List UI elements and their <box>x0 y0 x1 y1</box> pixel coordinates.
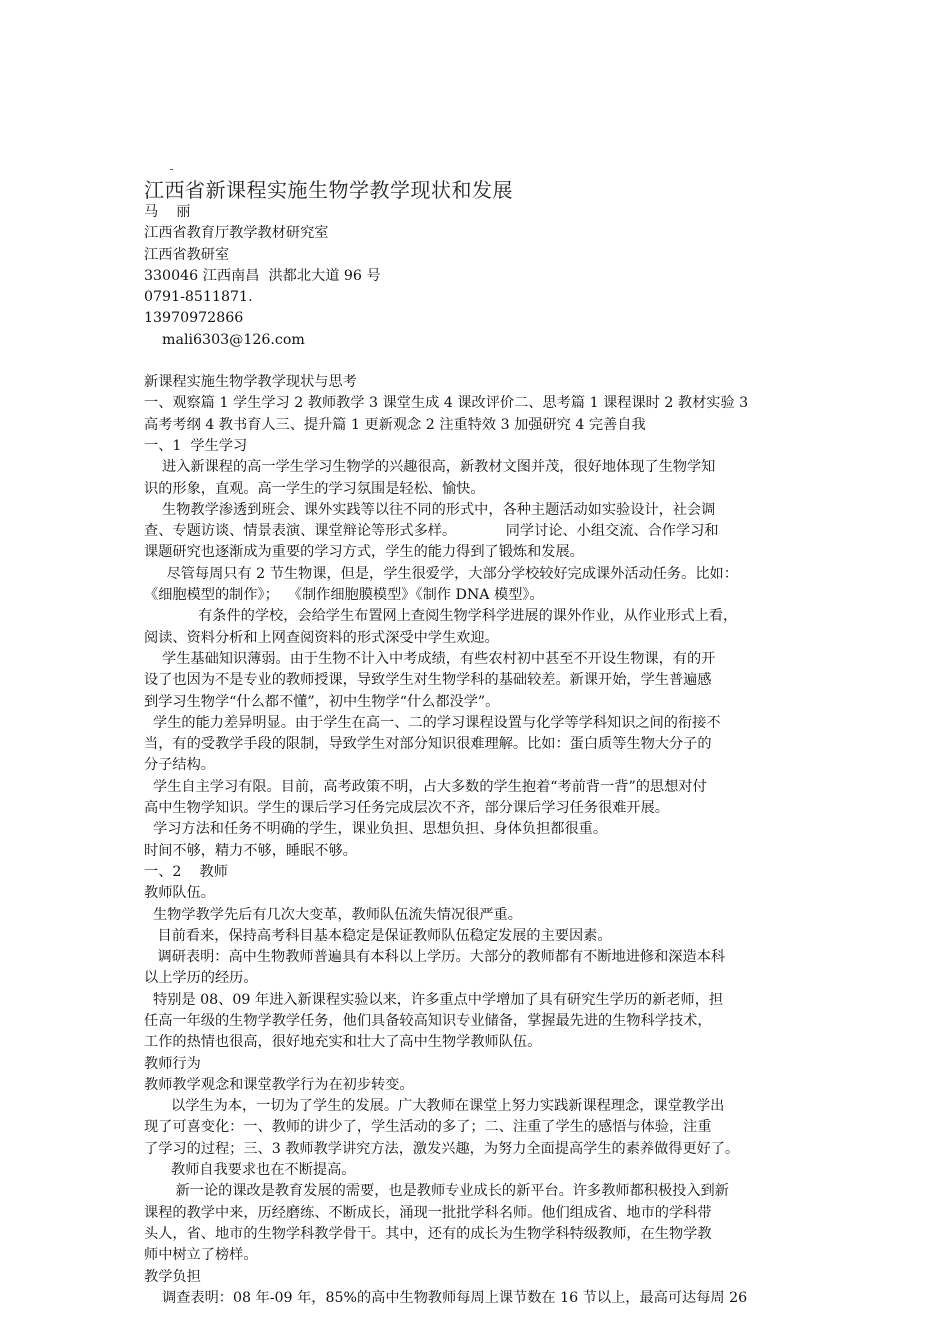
body-text-line: 分子结构。 <box>144 757 215 774</box>
body-text-line: 学习方法和任务不明确的学生，课业负担、思想负担、身体负担都很重。 <box>144 821 608 838</box>
body-text-line: 尽管每周只有 2 节生物课，但是，学生很爱学，大部分学校较好完成课外活动任务。比如： <box>144 565 738 582</box>
body-text-line: 一、观察篇 1 学生学习 2 教师教学 3 课堂生成 4 课改评价二、思考篇 1 课程课时 2 教材实验 3 <box>144 395 749 412</box>
article-body <box>144 372 834 1309</box>
body-text-line: 《细胞模型的制作》； 《制作细胞膜模型》《制作 DNA 模型》。 <box>144 587 544 604</box>
body-text-line: 以学生为本，一切为了学生的发展。广大教师在课堂上努力实践新课程理念，课堂教学出 <box>144 1098 725 1115</box>
postal-address: 330046 江西南昌 洪都北大道 96 号 <box>144 267 381 284</box>
cursor-mark <box>170 169 173 170</box>
body-text-line: 新一论的课改是教育发展的需要，也是教师专业成长的新平台。许多教师都积极投入到新 <box>144 1183 729 1200</box>
page-title: 江西省新课程实施生物学教学现状和发展 <box>144 178 513 202</box>
body-text-line: 高中生物学知识。学生的课后学习任务完成层次不齐，部分课后学习任务很难开展。 <box>144 800 669 817</box>
body-text-line: 工作的热情也很高，很好地充实和壮大了高中生物学教师队伍。 <box>144 1034 542 1051</box>
body-text-line: 学生自主学习有限。目前，高考政策不明，占大多数的学生抱着“考前背一背”的思想对付 <box>144 778 707 795</box>
body-text-line: 高考考纲 4 教书育人三、提升篇 1 更新观念 2 注重特效 3 加强研究 4 完善自我 <box>144 416 646 433</box>
body-text-line: 特别是 08、09 年进入新课程实验以来，许多重点中学增加了具有研究生学历的新老师，担 <box>144 991 724 1008</box>
body-text-line: 目前看来，保持高考科目基本稳定是保证教师队伍稳定发展的主要因素。 <box>144 927 612 944</box>
body-text-line: 生物教学渗透到班会、课外实践等以往不同的形式中，各种主题活动如实验设计，社会调 <box>144 501 716 518</box>
phone-number: 0791-8511871. <box>144 289 253 306</box>
body-text-line: 现了可喜变化：一、教师的讲少了，学生活动的多了；二、注重了学生的感悟与体验，注重 <box>144 1119 712 1136</box>
organization-line-2: 江西省教研室 <box>144 246 230 263</box>
body-text-line: 一、1 学生学习 <box>144 437 248 454</box>
body-text-line: 了学习的过程；三、3 教师教学讲究方法，激发兴趣，为努力全面提高学生的素养做得更好了。 <box>144 1140 740 1157</box>
body-text-line: 教师教学观念和课堂教学行为在初步转变。 <box>144 1076 414 1093</box>
body-text-line: 时间不够，精力不够，睡眠不够。 <box>144 842 357 859</box>
body-text-line: 课程的教学中来，历经磨练、不断成长，涌现一批批学科名师。他们组成省、地市的学科带 <box>144 1204 712 1221</box>
body-text-line: 调查表明：08 年-09 年，85%的高中生物教师每周上课节数在 16 节以上，最高可达每周 26 <box>144 1289 748 1306</box>
email-address: mali6303@126.com <box>144 331 305 348</box>
body-text-line: 教师行为 <box>144 1055 201 1072</box>
body-text-line: 调研表明：高中生物教师普遍具有本科以上学历。大部分的教师都有不断地进修和深造本科 <box>144 949 726 966</box>
body-text-line: 课题研究也逐渐成为重要的学习方式，学生的能力得到了锻炼和发展。 <box>144 544 584 561</box>
body-text-line: 师中树立了榜样。 <box>144 1247 258 1264</box>
body-text-line: 生物学教学先后有几次大变革，教师队伍流失情况很严重。 <box>144 906 522 923</box>
mobile-number: 13970972866 <box>144 310 244 327</box>
body-text-line: 识的形象，直观。高一学生的学习氛围是轻松、愉快。 <box>144 480 485 497</box>
body-text-line: 教师队伍。 <box>144 885 215 902</box>
body-text-line: 阅读、资料分析和上网查阅资料的形式深受中学生欢迎。 <box>144 629 499 646</box>
body-text-line: 设了也因为不是专业的教师授课，导致学生对生物学科的基础较差。新课开始，学生普遍感 <box>144 672 712 689</box>
body-text-line: 有条件的学校，会给学生布置网上查阅生物学科学进展的课外作业，从作业形式上看， <box>144 608 738 625</box>
body-text-line: 头人，省、地市的生物学科教学骨干。其中，还有的成长为生物学科特级教师，在生物学教 <box>144 1225 712 1242</box>
contact-block <box>144 202 834 351</box>
body-text-line: 一、2 教师 <box>144 863 228 880</box>
body-text-line: 查、专题访谈、情景表演、课堂辩论等形式多样。 同学讨论、小组交流、合作学习和 <box>144 523 719 540</box>
document-page <box>144 178 834 1309</box>
body-text-line: 到学习生物学“什么都不懂”，初中生物学“什么都没学”。 <box>144 693 500 710</box>
organization-line-1: 江西省教育厅教学教材研究室 <box>144 225 329 242</box>
author-name: 马 丽 <box>144 204 191 220</box>
body-text-line: 学生基础知识薄弱。由于生物不计入中考成绩，有些农村初中甚至不开设生物课，有的开 <box>144 650 716 667</box>
body-text-line: 当，有的受教学手段的限制，导致学生对部分知识很难理解。比如：蛋白质等生物大分子的 <box>144 736 712 753</box>
body-text-line: 教师自我要求也在不断提高。 <box>144 1162 356 1179</box>
body-text-line: 新课程实施生物学教学现状与思考 <box>144 374 357 391</box>
body-text-line: 教学负担 <box>144 1268 201 1285</box>
body-text-line: 任高一年级的生物学教学任务，他们具备较高知识专业储备，掌握最先进的生物科学技术， <box>144 1012 712 1029</box>
body-text-line: 以上学历的经历。 <box>144 970 258 987</box>
body-text-line: 进入新课程的高一学生学习生物学的兴趣很高，新教材文图并茂，很好地体现了生物学知 <box>144 459 716 476</box>
body-text-line: 学生的能力差异明显。由于学生在高一、二的学习课程设置与化学等学科知识之间的衔接不 <box>144 714 721 731</box>
